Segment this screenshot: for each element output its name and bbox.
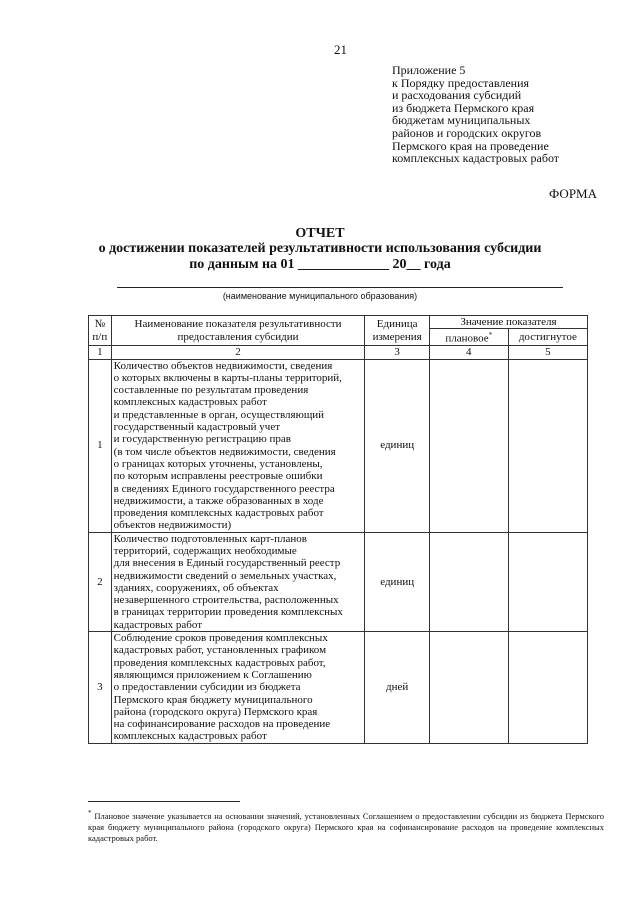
footnote-mark: * (88, 809, 92, 817)
column-index: 1 (89, 346, 112, 359)
column-index: 3 (365, 346, 430, 359)
row-number: 3 (89, 632, 112, 744)
row-number: 2 (89, 532, 112, 631)
indicator-name: Соблюдение сроков проведения комплексных кадастровых работ, установленных графиком проведения комплексных кадастровых работ, являющимся приложением к Соглашению о предоставлении субсидии из бюджета Пермского края бюджету муниципального района (городского округа) Пермского края на софинансирование расходов на проведение комплексных кадастровых работ (111, 632, 365, 744)
planned-value-cell[interactable] (429, 532, 508, 631)
table-row (89, 632, 588, 744)
header-planned-label: плановое (445, 332, 489, 345)
form-label: ФОРМА (549, 186, 597, 201)
achieved-value-cell[interactable] (508, 532, 587, 631)
header-num: № п/п (89, 316, 112, 346)
unit-cell: единиц (365, 359, 430, 532)
header-unit: Единица измерения (365, 316, 430, 346)
planned-value-cell[interactable] (429, 632, 508, 744)
header-indicator-name: Наименование показателя результативности предоставления субсидии (111, 316, 365, 346)
indicators-table (88, 315, 588, 744)
indicator-name: Количество подготовленных карт-планов территорий, содержащих необходимые для внесения в Единый государственный реестр недвижимости сведений о земельных участках, зданиях, сооружениях, об объектах незавершенного строительства, расположенных в границах территории проведения комплексных кадастровых работ (111, 532, 365, 631)
header-planned (429, 329, 508, 346)
planned-value-cell[interactable] (429, 359, 508, 532)
planned-footnote-mark: * (488, 331, 493, 340)
column-index-row (89, 346, 588, 359)
footnote-divider (88, 801, 240, 802)
column-index: 4 (429, 346, 508, 359)
indicator-name: Количество объектов недвижимости, сведения о которых включены в карты-планы территорий, составленные по результатам проведения комплексных кадастровых работ и представленные в орган, осуществляющий государственный кадастровый учет и государственную регистрацию прав (в том числе объектов недвижимости, сведения о границах которых уточнены, установлены, по которым исправлены реестровые ошибки в сведениях Единого государственного реестра недвижимости, а также образованных в ходе проведения комплексных кадастровых работ объектов недвижимости) (111, 359, 365, 532)
municipality-caption: (наименование муниципального образования) (222, 291, 418, 301)
municipality-name-line (117, 287, 563, 288)
column-index: 5 (508, 346, 587, 359)
report-title: ОТЧЕТ (295, 226, 345, 241)
table-header-row (89, 316, 588, 329)
report-subtitle: о достижении показателей результативности использования субсидии по данным на 01 _____________ 20__ года (98, 241, 542, 272)
row-number: 1 (89, 359, 112, 532)
achieved-value-cell[interactable] (508, 359, 587, 532)
achieved-value-cell[interactable] (508, 632, 587, 744)
column-index: 2 (111, 346, 365, 359)
unit-cell: единиц (365, 532, 430, 631)
table-row (89, 359, 588, 532)
footnote (88, 808, 604, 844)
header-indicator-value: Значение показателя (429, 316, 587, 329)
appendix-note: Приложение 5 к Порядку предоставления и расходования субсидий из бюджета Пермского края бюджетам муниципальных районов и городских округов Пермского края на проведение комплексных кадастровых работ (392, 63, 560, 166)
footnote-text: Плановое значение указывается на основании значений, установленных Соглашением о предоставлении субсидии из бюджета Пермского края бюджету муниципального района (городского округа) Пермского края на софинансирование расходов на проведение комплексных кадастровых работ. (88, 810, 605, 843)
header-achieved: достигнутое (508, 329, 587, 346)
page-number: 21 (334, 42, 347, 57)
unit-cell: дней (365, 632, 430, 744)
table-row (89, 532, 588, 631)
